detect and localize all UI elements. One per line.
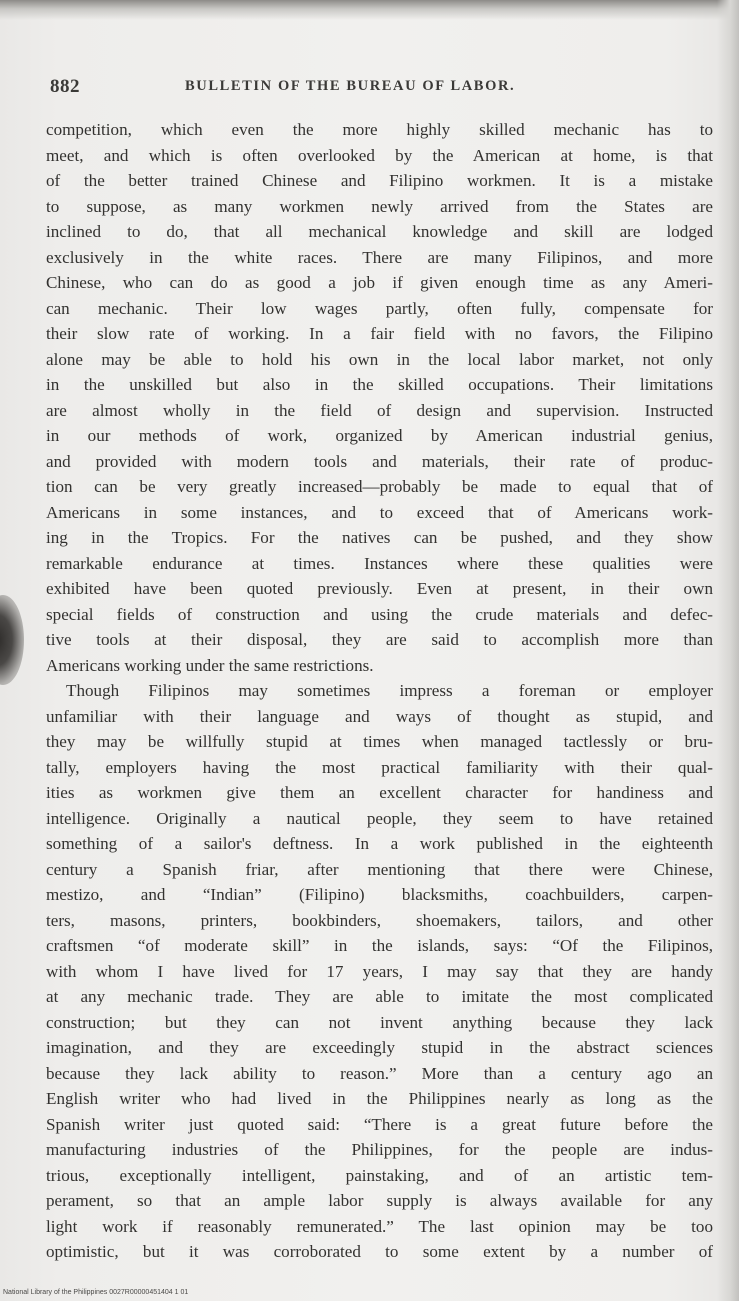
text-line: meet, and which is often overlooked by the American at home, is that — [46, 145, 713, 165]
text-line: Though Filipinos may sometimes impress a foreman or employer — [66, 681, 713, 700]
text-line: ities as workmen give them an excellent character for handiness and — [46, 783, 713, 802]
text-line: because they lack ability to reason.” More than a century ago an — [46, 1063, 713, 1083]
text-line: intelligence. Originally a nautical people, they seem to have retained — [46, 808, 713, 828]
text-line: in our methods of work, organized by American industrial genius, — [46, 426, 713, 445]
text-line: at any mechanic trade. They are able to imitate the most complicated — [46, 987, 713, 1006]
text-line: they may be willfully stupid at times when managed tactlessly or bru- — [46, 732, 713, 751]
text-line: construction; but they can not invent anything because they lack — [46, 1012, 713, 1032]
thumb-shadow — [0, 595, 24, 685]
page-right-shadow — [717, 0, 739, 1301]
text-line: their slow rate of working. In a fair field with no favors, the Filipino — [46, 324, 713, 343]
body-text — [46, 117, 713, 1265]
paragraph-2 — [46, 678, 713, 1265]
text-line: exhibited have been quoted previously. Even at present, in their own — [46, 579, 713, 598]
text-line: optimistic, but it was corroborated to some extent by a number of — [46, 1242, 713, 1261]
text-line: ters, masons, printers, bookbinders, shoemakers, tailors, and other — [46, 910, 713, 930]
text-line: Chinese, who can do as good a job if given enough time as any Ameri- — [46, 273, 713, 292]
text-line: remarkable endurance at times. Instances where these qualities were — [46, 553, 713, 573]
page-top-shadow — [0, 0, 739, 20]
text-line: inclined to do, that all mechanical knowledge and skill are lodged — [46, 222, 713, 241]
text-line: Americans in some instances, and to exceed that of Americans work- — [46, 502, 713, 522]
text-line: Spanish writer just quoted said: “There is a great future before the — [46, 1114, 713, 1134]
text-line: are almost wholly in the field of design and supervision. Instructed — [46, 400, 713, 420]
text-line: English writer who had lived in the Philippines nearly as long as the — [46, 1089, 713, 1108]
text-line: exclusively in the white races. There are many Filipinos, and more — [46, 247, 713, 267]
text-line: unfamiliar with their language and ways of thought as stupid, and — [46, 706, 713, 726]
text-line: with whom I have lived for 17 years, I may say that they are handy — [46, 961, 713, 981]
page-header — [50, 76, 690, 100]
text-line: tive tools at their disposal, they are said to accomplish more than — [46, 630, 713, 649]
text-line: in the unskilled but also in the skilled occupations. Their limitations — [46, 375, 713, 394]
text-line: can mechanic. Their low wages partly, often fully, compensate for — [46, 298, 713, 318]
text-line: ing in the Tropics. For the natives can be pushed, and they show — [46, 528, 713, 547]
text-line: of the better trained Chinese and Filipino workmen. It is a mistake — [46, 171, 713, 190]
text-line: to suppose, as many workmen newly arrived from the States are — [46, 196, 713, 216]
paragraph-1 — [46, 117, 713, 678]
text-line: imagination, and they are exceedingly stupid in the abstract sciences — [46, 1038, 713, 1057]
text-line: mestizo, and “Indian” (Filipino) blacksmiths, coachbuilders, carpen- — [46, 885, 713, 904]
text-line: manufacturing industries of the Philippines, for the people are indus- — [46, 1140, 713, 1159]
text-line: tally, employers having the most practical familiarity with their qual- — [46, 757, 713, 777]
text-line: special fields of construction and using the crude materials and defec- — [46, 604, 713, 624]
text-line: competition, which even the more highly skilled mechanic has to — [46, 120, 713, 139]
text-line: century a Spanish friar, after mentioning that there were Chinese, — [46, 859, 713, 879]
text-line: something of a sailor's deftness. In a work published in the eighteenth — [46, 834, 713, 853]
text-line: craftsmen “of moderate skill” in the islands, says: “Of the Filipinos, — [46, 936, 713, 955]
page-number: 882 — [50, 76, 80, 97]
scan-stamp: National Library of the Philippines 0027R00000451404 1 01 — [3, 1289, 189, 1296]
running-head: BULLETIN OF THE BUREAU OF LABOR. — [185, 78, 516, 94]
text-line: and provided with modern tools and materials, their rate of produc- — [46, 451, 713, 471]
text-line: alone may be able to hold his own in the local labor market, not only — [46, 349, 713, 369]
text-line: light work if reasonably remunerated.” The last opinion may be too — [46, 1216, 713, 1236]
text-line: Americans working under the same restrictions. — [46, 655, 374, 675]
text-line: tion can be very greatly increased—probably be made to equal that of — [46, 477, 713, 496]
text-line: perament, so that an ample labor supply is always available for any — [46, 1191, 713, 1210]
text-line: trious, exceptionally intelligent, painstaking, and of an artistic tem- — [46, 1165, 713, 1185]
